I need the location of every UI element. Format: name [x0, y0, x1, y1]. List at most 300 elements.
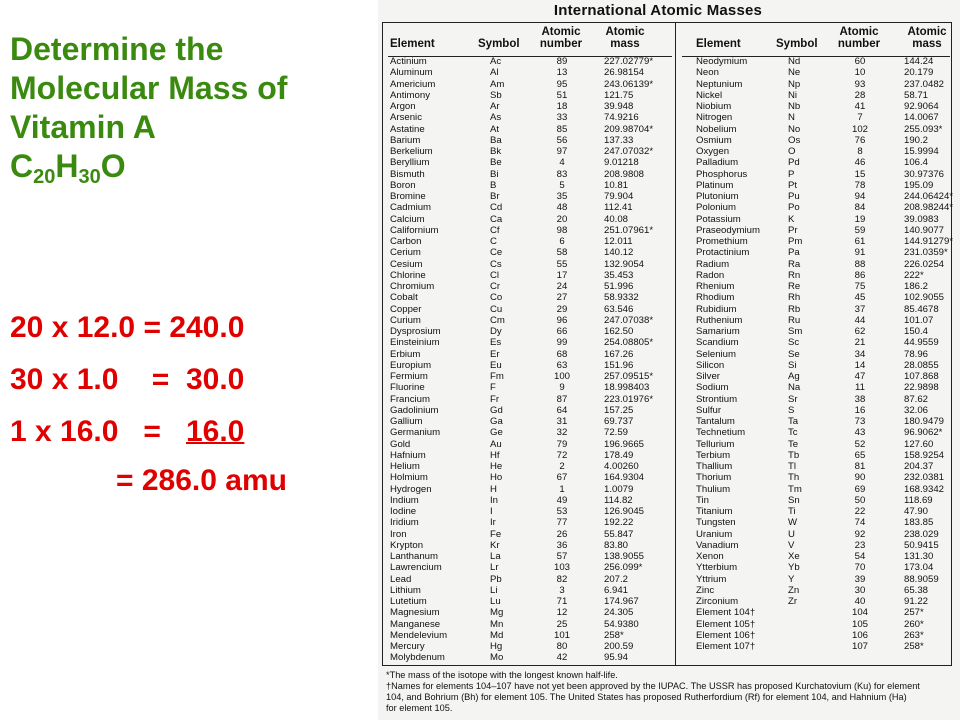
cell-atomic-mass: 255.093* [904, 123, 943, 135]
cell-atomic-mass: 92.9064 [904, 101, 939, 112]
cell-atomic-mass: 95.94 [604, 652, 629, 664]
cell-element: Silver [696, 371, 720, 382]
cell-element: Carbon [390, 236, 422, 247]
cell-symbol: Gd [490, 404, 503, 416]
cell-atomic-mass: 243.06139* [604, 78, 654, 90]
cell-symbol: Co [490, 292, 503, 304]
formula-element: H [55, 148, 79, 184]
cell-atomic-number: 31 [556, 416, 568, 427]
cell-element: Indium [390, 494, 419, 506]
cell-atomic-number: 62 [854, 326, 866, 337]
cell-element: Yttrium [696, 573, 727, 585]
cell-element: Mendelevium [390, 629, 448, 641]
cell-symbol: S [788, 404, 795, 416]
cell-symbol: Xe [788, 551, 800, 562]
cell-symbol: W [788, 517, 798, 529]
cell-element: Fermium [390, 371, 428, 382]
calc-line: 20 x 12.0 = 240.0 [10, 311, 245, 344]
formula-subscript: 30 [78, 166, 101, 188]
cell-symbol: Eu [490, 359, 502, 371]
cell-element: Curium [390, 314, 421, 326]
cell-element: Gallium [390, 416, 423, 427]
cell-atomic-number: 88 [854, 258, 866, 270]
cell-symbol: Re [788, 281, 801, 292]
cell-atomic-number: 50 [854, 494, 866, 506]
cell-symbol: Cl [490, 269, 500, 281]
cell-atomic-number: 101 [553, 629, 570, 641]
cell-atomic-number: 3 [559, 584, 565, 596]
cell-symbol: No [788, 123, 801, 135]
cell-symbol: Ge [490, 427, 503, 439]
header-atomic-number: Atomic number [837, 26, 881, 50]
cell-element: Lutetium [390, 596, 427, 607]
cell-atomic-mass: 260* [904, 618, 924, 630]
cell-element: Calcium [390, 213, 425, 225]
cell-element: Cerium [390, 247, 421, 259]
calc-total: = 286.0 amu [116, 464, 287, 497]
cell-element: Hafnium [390, 449, 426, 461]
cell-element: Radon [696, 269, 725, 281]
cell-symbol: Tc [788, 427, 798, 439]
cell-atomic-mass: 74.9216 [604, 112, 639, 124]
cell-symbol: Dy [490, 326, 502, 337]
cell-atomic-number: 4 [559, 157, 565, 169]
cell-element: Actinium [390, 56, 427, 67]
cell-atomic-number: 83 [556, 168, 568, 180]
column-divider [675, 22, 676, 666]
cell-atomic-mass: 54.9380 [604, 618, 639, 630]
cell-atomic-number: 10 [854, 67, 866, 79]
cell-element: Zinc [696, 584, 715, 596]
formula-subscript: 20 [33, 166, 56, 188]
cell-atomic-mass: 87.62 [904, 393, 929, 405]
cell-atomic-mass: 232.0381 [904, 472, 945, 484]
cell-atomic-number: 15 [854, 168, 866, 180]
cell-atomic-mass: 138.9055 [604, 551, 645, 562]
calc-line: 1 x 16.0 = 16.0 [10, 415, 245, 448]
cell-element: Lawrencium [390, 562, 442, 574]
title-line: Molecular Mass of [10, 70, 288, 106]
cell-atomic-mass: 24.305 [604, 607, 634, 619]
cell-atomic-mass: 257.09515* [604, 371, 654, 382]
cell-element: Thulium [696, 483, 731, 495]
cell-element: Platinum [696, 179, 734, 191]
cell-symbol: Es [490, 337, 502, 349]
cell-atomic-mass: 79.904 [604, 191, 634, 202]
cell-element: Germanium [390, 427, 441, 439]
cell-atomic-number: 48 [556, 202, 568, 214]
cell-atomic-mass: 158.9254 [904, 449, 945, 461]
cell-atomic-number: 89 [556, 56, 568, 67]
cell-symbol: B [490, 179, 497, 191]
cell-atomic-number: 18 [556, 101, 568, 112]
cell-symbol: Ti [788, 506, 796, 517]
cell-symbol: In [490, 494, 499, 506]
cell-element: Antimony [390, 89, 430, 101]
cell-atomic-number: 5 [559, 179, 565, 191]
cell-element: Erbium [390, 348, 421, 360]
cell-element: Molybdenum [390, 652, 445, 664]
cell-atomic-mass: 207.2 [604, 573, 629, 585]
cell-element: Promethium [696, 236, 748, 247]
cell-atomic-number: 102 [851, 123, 868, 135]
cell-atomic-number: 78 [854, 179, 866, 191]
header-symbol: Symbol [478, 38, 520, 50]
cell-symbol: Ir [490, 517, 496, 529]
cell-atomic-mass: 10.81 [604, 179, 629, 191]
cell-atomic-number: 29 [556, 303, 568, 315]
cell-atomic-mass: 9.01218 [604, 157, 639, 169]
cell-element: Polonium [696, 202, 736, 214]
cell-atomic-mass: 121.75 [604, 89, 634, 101]
cell-symbol: Ga [490, 416, 503, 427]
cell-symbol: Fm [490, 371, 504, 382]
cell-symbol: Cf [490, 224, 500, 236]
cell-symbol: Bi [490, 168, 499, 180]
cell-symbol: U [788, 528, 795, 540]
cell-atomic-number: 69 [854, 483, 866, 495]
cell-element: Technetium [696, 427, 746, 439]
cell-atomic-mass: 78.96 [904, 348, 929, 360]
cell-atomic-number: 103 [553, 562, 570, 574]
cell-element: Tantalum [696, 416, 735, 427]
cell-symbol: Al [490, 67, 499, 79]
cell-symbol: N [788, 112, 795, 124]
cell-symbol: Pr [788, 224, 798, 236]
header-atomic-mass: Atomic mass [605, 26, 645, 50]
cell-symbol: Cu [490, 303, 503, 315]
cell-element: Bismuth [390, 168, 425, 180]
cell-element: Ytterbium [696, 562, 738, 574]
cell-atomic-mass: 162.50 [604, 326, 634, 337]
cell-element: Europium [390, 359, 432, 371]
cell-symbol: La [490, 551, 501, 562]
cell-symbol: Ce [490, 247, 503, 259]
cell-symbol: Sc [788, 337, 800, 349]
cell-atomic-mass: 208.98244* [904, 202, 954, 214]
cell-symbol: Os [788, 134, 801, 146]
cell-atomic-number: 1 [559, 483, 565, 495]
cell-atomic-number: 94 [854, 191, 866, 202]
cell-symbol: Nd [788, 56, 801, 67]
cell-symbol: Cd [490, 202, 503, 214]
cell-symbol: Pm [788, 236, 803, 247]
cell-atomic-number: 92 [854, 528, 866, 540]
cell-atomic-number: 9 [559, 382, 565, 394]
cell-atomic-mass: 186.2 [904, 281, 929, 292]
cell-element: Argon [390, 101, 416, 112]
cell-atomic-number: 80 [556, 641, 568, 652]
cell-element: Nickel [696, 89, 723, 101]
cell-element: Fluorine [390, 382, 425, 394]
cell-element: Tungsten [696, 517, 736, 529]
cell-atomic-mass: 150.4 [904, 326, 929, 337]
cell-atomic-mass: 118.69 [904, 494, 933, 506]
cell-atomic-mass: 55.847 [604, 528, 634, 540]
cell-symbol: Pd [788, 157, 800, 169]
cell-atomic-number: 63 [556, 359, 568, 371]
cell-element: Neptunium [696, 78, 743, 90]
cell-element: Phosphorus [696, 168, 748, 180]
cell-element: Xenon [696, 551, 724, 562]
cell-atomic-mass: 39.948 [604, 101, 634, 112]
cell-atomic-number: 86 [854, 269, 866, 281]
cell-symbol: F [490, 382, 496, 394]
cell-atomic-number: 30 [854, 584, 866, 596]
cell-atomic-mass: 204.37 [904, 461, 934, 472]
cell-symbol: Er [490, 348, 500, 360]
cell-element: Iridium [390, 517, 419, 529]
cell-element: Americium [390, 78, 436, 90]
cell-atomic-mass: 144.91279* [904, 236, 954, 247]
cell-atomic-mass: 96.9062* [904, 427, 943, 439]
cell-atomic-number: 28 [854, 89, 866, 101]
cell-atomic-number: 25 [556, 618, 568, 630]
cell-element: Selenium [696, 348, 736, 360]
cell-atomic-mass: 209.98704* [604, 123, 654, 135]
header-atomic-number: Atomic number [539, 26, 583, 50]
cell-atomic-number: 32 [556, 427, 568, 439]
footnote: 104, and Bohrium (Bh) for element 105. The United States has proposed Rutherfordium (Rf) for element 104, and Hahnium (Ha) [386, 692, 907, 702]
cell-symbol: Lu [490, 596, 501, 607]
footnotes [386, 670, 960, 714]
cell-atomic-mass: 254.08805* [604, 337, 654, 349]
cell-symbol: At [490, 123, 500, 135]
cell-atomic-number: 34 [854, 348, 866, 360]
cell-atomic-number: 43 [854, 427, 866, 439]
cell-symbol: Rh [788, 292, 801, 304]
header-atomic-mass: Atomic mass [907, 26, 947, 50]
cell-atomic-mass: 50.9415 [904, 539, 939, 551]
cell-atomic-number: 70 [854, 562, 866, 574]
cell-atomic-number: 23 [854, 539, 866, 551]
cell-atomic-mass: 137.33 [604, 134, 634, 146]
cell-element: Beryllium [390, 157, 430, 169]
cell-atomic-mass: 32.06 [904, 404, 929, 416]
cell-symbol: Th [788, 472, 800, 484]
atomic-mass-table [378, 0, 960, 720]
table-title: International Atomic Masses [553, 2, 763, 19]
cell-atomic-number: 41 [854, 101, 866, 112]
cell-element: Astatine [390, 123, 425, 135]
cell-atomic-number: 84 [854, 202, 866, 214]
cell-element: Palladium [696, 157, 739, 169]
cell-element: Rhenium [696, 281, 735, 292]
cell-atomic-mass: 196.9665 [604, 438, 645, 450]
cell-atomic-mass: 263* [904, 629, 924, 641]
cell-atomic-number: 87 [556, 393, 568, 405]
cell-atomic-number: 47 [854, 371, 866, 382]
cell-atomic-mass: 257* [904, 607, 924, 619]
cell-atomic-number: 97 [556, 146, 568, 157]
cell-element: Tellurium [696, 438, 735, 450]
cell-atomic-mass: 164.9304 [604, 472, 645, 484]
cell-symbol: Se [788, 348, 800, 360]
cell-element: Niobium [696, 101, 732, 112]
cell-atomic-mass: 65.38 [904, 584, 929, 596]
cell-element: Silicon [696, 359, 725, 371]
cell-atomic-number: 12 [556, 607, 568, 619]
cell-symbol: Pt [788, 179, 798, 191]
cell-symbol: Ar [490, 101, 500, 112]
cell-element: Bromine [390, 191, 426, 202]
cell-element: Radium [696, 258, 730, 270]
cell-element: Element 107† [696, 641, 756, 652]
cell-atomic-mass: 258* [604, 629, 624, 641]
cell-atomic-number: 64 [556, 404, 568, 416]
cell-atomic-number: 16 [854, 404, 866, 416]
cell-element: Element 105† [696, 618, 756, 630]
cell-atomic-mass: 14.0067 [904, 112, 939, 124]
cell-symbol: Sr [788, 393, 798, 405]
cell-atomic-mass: 102.9055 [904, 292, 945, 304]
cell-atomic-number: 33 [556, 112, 568, 124]
cell-atomic-number: 107 [851, 641, 868, 652]
cell-atomic-mass: 72.59 [604, 427, 629, 439]
cell-element: Copper [390, 303, 422, 315]
cell-element: Nobelium [696, 123, 737, 135]
cell-symbol: Ra [788, 258, 801, 270]
cell-symbol: Tm [788, 483, 802, 495]
footnote: *The mass of the isotope with the longest known half-life. [386, 670, 618, 680]
cell-atomic-mass: 6.941 [604, 584, 629, 596]
cell-symbol: Ni [788, 89, 798, 101]
cell-atomic-mass: 195.09 [904, 179, 934, 191]
cell-element: Neodymium [696, 56, 748, 67]
cell-atomic-mass: 107.868 [904, 371, 939, 382]
cell-atomic-mass: 114.82 [604, 494, 633, 506]
cell-atomic-number: 61 [854, 236, 866, 247]
cell-element: Lead [390, 573, 412, 585]
cell-symbol: Na [788, 382, 801, 394]
cell-symbol: Fr [490, 393, 500, 405]
cell-atomic-number: 59 [854, 224, 866, 236]
cell-atomic-mass: 26.98154 [604, 67, 645, 79]
cell-element: Ruthenium [696, 314, 743, 326]
cell-symbol: Si [788, 359, 797, 371]
cell-element: Helium [390, 461, 420, 472]
cell-atomic-mass: 173.04 [904, 562, 934, 574]
cell-element: Mercury [390, 641, 425, 652]
cell-atomic-number: 104 [851, 607, 868, 619]
cell-element: Cadmium [390, 202, 432, 214]
cell-element: Sodium [696, 382, 729, 394]
cell-atomic-number: 2 [559, 461, 565, 472]
cell-symbol: O [788, 146, 796, 157]
cell-element: Neon [696, 67, 719, 79]
cell-symbol: Bk [490, 146, 502, 157]
cell-atomic-number: 7 [857, 112, 863, 124]
cell-atomic-mass: 208.9808 [604, 168, 645, 180]
calc-line: 30 x 1.0 = 30.0 [10, 363, 245, 396]
cell-atomic-number: 72 [556, 449, 568, 461]
cell-element: Tin [696, 494, 709, 506]
cell-atomic-number: 85 [556, 123, 568, 135]
cell-atomic-number: 20 [556, 213, 568, 225]
cell-atomic-mass: 44.9559 [904, 337, 939, 349]
formula-element: C [10, 148, 34, 184]
cell-atomic-mass: 51.996 [604, 281, 634, 292]
cell-element: Sulfur [696, 404, 722, 416]
cell-element: Cobalt [390, 292, 418, 304]
cell-atomic-number: 76 [854, 134, 866, 146]
cell-atomic-mass: 192.22 [604, 517, 634, 529]
cell-element: Plutonium [696, 191, 739, 202]
cell-symbol: Cm [490, 314, 505, 326]
cell-element: Scandium [696, 337, 739, 349]
cell-symbol: Ba [490, 134, 502, 146]
cell-element: Holmium [390, 472, 428, 484]
cell-symbol: Fe [490, 528, 502, 540]
cell-atomic-mass: 47.90 [904, 506, 929, 517]
cell-atomic-mass: 222* [904, 269, 924, 281]
cell-atomic-mass: 12.011 [604, 236, 633, 247]
calculation [10, 310, 287, 526]
cell-element: Nitrogen [696, 112, 733, 124]
cell-atomic-mass: 144.24 [904, 56, 934, 67]
cell-atomic-mass: 237.0482 [904, 78, 945, 90]
cell-symbol: V [788, 539, 795, 551]
cell-atomic-mass: 256.099* [604, 562, 643, 574]
cell-atomic-mass: 200.59 [604, 641, 634, 652]
cell-element: Praseodymium [696, 224, 760, 236]
cell-symbol: Ne [788, 67, 801, 79]
cell-atomic-number: 56 [556, 134, 568, 146]
cell-atomic-mass: 247.07038* [604, 314, 654, 326]
cell-atomic-mass: 168.9342 [904, 483, 945, 495]
cell-symbol: Tb [788, 449, 800, 461]
cell-atomic-number: 99 [556, 337, 568, 349]
cell-symbol: Md [490, 629, 504, 641]
cell-element: Zirconium [696, 596, 739, 607]
cell-atomic-mass: 101.07 [904, 314, 934, 326]
title-line: Determine the [10, 31, 224, 67]
cell-symbol: Ac [490, 56, 502, 67]
cell-atomic-number: 66 [556, 326, 568, 337]
formula-element: O [100, 148, 126, 184]
cell-atomic-number: 90 [854, 472, 866, 484]
cell-atomic-number: 68 [556, 348, 568, 360]
cell-symbol: Zn [788, 584, 800, 596]
cell-atomic-mass: 88.9059 [904, 573, 939, 585]
cell-element: Chlorine [390, 269, 426, 281]
cell-atomic-number: 98 [556, 224, 568, 236]
cell-symbol: Au [490, 438, 502, 450]
cell-atomic-number: 17 [556, 269, 568, 281]
cell-atomic-mass: 39.0983 [904, 213, 939, 225]
cell-symbol: Sb [490, 89, 502, 101]
cell-atomic-mass: 231.0359* [904, 247, 948, 259]
cell-symbol: Zr [788, 596, 798, 607]
cell-atomic-number: 39 [854, 573, 866, 585]
cell-element: Barium [390, 134, 421, 146]
cell-atomic-number: 91 [854, 247, 866, 259]
cell-symbol: Te [788, 438, 799, 450]
cell-symbol: Be [490, 157, 502, 169]
cell-element: Strontium [696, 393, 738, 405]
cell-symbol: Li [490, 584, 498, 596]
cell-symbol: Sm [788, 326, 803, 337]
cell-atomic-number: 6 [559, 236, 565, 247]
cell-atomic-number: 22 [854, 506, 866, 517]
cell-element: Hydrogen [390, 483, 432, 495]
chemical-formula [10, 147, 375, 186]
cell-atomic-number: 58 [556, 247, 568, 259]
cell-symbol: Yb [788, 562, 800, 574]
cell-atomic-mass: 15.9994 [904, 146, 939, 157]
cell-atomic-mass: 69.737 [604, 416, 634, 427]
cell-atomic-mass: 22.9898 [904, 382, 939, 394]
